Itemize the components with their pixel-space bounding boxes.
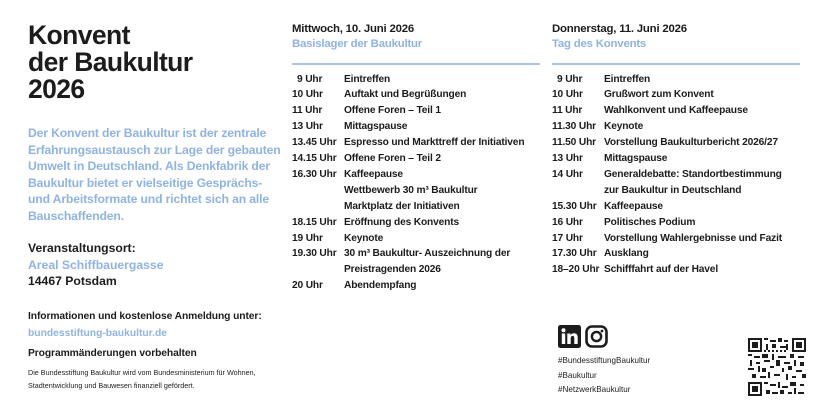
schedule-row [552, 262, 800, 278]
schedule-event [344, 215, 540, 231]
venue-label: Veranstaltungsort: [28, 241, 136, 255]
day-subtitle: Tag des Konvents [552, 38, 647, 50]
day-date: Mittwoch, 10. Juni 2026 [292, 23, 414, 35]
schedule-row [292, 231, 540, 247]
schedule-time: 20 Uhr [292, 280, 323, 292]
schedule-event [604, 72, 800, 88]
schedule-event [344, 72, 540, 88]
schedule-event [344, 87, 540, 103]
schedule-time: 11 Uhr [552, 105, 583, 117]
schedule-row [552, 199, 800, 215]
title-line: 2026 [28, 74, 85, 104]
schedule-row [292, 167, 540, 215]
schedule-event [344, 167, 540, 215]
hashtag: #Baukultur [558, 370, 597, 380]
event-line: Marktplatz der Initiativen [344, 200, 460, 212]
schedule-row [552, 72, 800, 88]
venue-place: Areal Schiffbauergasse [28, 257, 164, 272]
schedule-time: 9 Uhr [297, 73, 323, 85]
event-line: Generaldebatte: Standortbestimmung [604, 168, 782, 180]
event-line: Vorstellung Wahlergebnisse und Fazit [604, 232, 782, 244]
event-line: zur Baukultur in Deutschland [604, 184, 742, 196]
schedule-row [292, 151, 540, 167]
divider [552, 63, 800, 65]
schedule-time: 10 Uhr [292, 89, 323, 101]
schedule-time: 16.30 Uhr [292, 168, 337, 180]
schedule-event [604, 151, 800, 167]
schedule-event [604, 103, 800, 119]
schedule-time: 19 Uhr [292, 232, 323, 244]
website-link[interactable]: bundesstiftung-baukultur.de [28, 328, 168, 339]
schedule-time: 11.30 Uhr [552, 121, 596, 133]
schedule-event [604, 231, 800, 247]
schedule-row [552, 215, 800, 231]
day-date: Donnerstag, 11. Juni 2026 [552, 23, 687, 35]
event-line: Offene Foren – Teil 2 [344, 153, 441, 165]
event-line: Abendempfang [344, 280, 417, 292]
event-line: Ausklang [604, 248, 649, 260]
instagram-icon[interactable] [585, 325, 608, 348]
schedule-row [292, 215, 540, 231]
qr-code[interactable] [748, 338, 806, 396]
linkedin-icon[interactable] [558, 325, 581, 348]
funding-line: Stadtentwicklung und Bauwesen finanziell gefördert. [28, 380, 195, 390]
schedule-row [552, 246, 800, 262]
schedule-time: 13.45 Uhr [292, 137, 337, 149]
event-line: Kaffeepause [344, 168, 403, 180]
event-line: Mittagspause [604, 153, 668, 165]
schedule-time: 13 Uhr [552, 153, 583, 165]
schedule-row [292, 87, 540, 103]
schedule-time: 17 Uhr [552, 232, 583, 244]
schedule-time: 18.15 Uhr [292, 216, 337, 228]
schedule-event [604, 87, 800, 103]
hashtag: #BundesstiftungBaukultur [558, 356, 651, 365]
event-line: Politisches Podium [604, 216, 696, 228]
schedule-event [344, 231, 540, 247]
schedule-row [552, 87, 800, 103]
schedule-list [552, 72, 800, 279]
schedule-row [292, 103, 540, 119]
event-line: Kaffeepause [604, 200, 663, 212]
schedule-time: 17.30 Uhr [552, 248, 597, 260]
venue-block [28, 240, 283, 290]
social-block [558, 325, 650, 398]
schedule-event [604, 199, 800, 215]
funding-line: Die Bundesstiftung Baukultur wird vom Bundesministerium für Wohnen, [28, 368, 256, 377]
event-line: Vorstellung Baukulturbericht 2026/27 [604, 137, 778, 149]
title-line: Konvent [28, 20, 130, 50]
intro-text: Der Konvent der Baukultur ist der zentrale Erfahrungsaustausch zur Lage der gebauten Umwelt in Deutschland. Als Denkfabrik der Baukultur bietet er vielseitige Gesprächs- und Arbeitsformate und richtet sich an alle Bauschaffenden. [28, 126, 281, 223]
schedule-time: 13 Uhr [292, 121, 323, 133]
event-line: Preistragenden 2026 [344, 264, 441, 276]
schedule-event [604, 246, 800, 262]
schedule-time: 18–20 Uhr [552, 264, 600, 276]
schedule-row [292, 246, 540, 278]
event-line: Wahlkonvent und Kaffeepause [604, 105, 748, 117]
schedule-time: 19.30 Uhr [292, 248, 337, 260]
info-block [28, 311, 298, 392]
schedule-row [292, 119, 540, 135]
schedule-event [344, 103, 540, 119]
schedule-time: 16 Uhr [552, 216, 583, 228]
event-line: Espresso und Markttreff der Initiativen [344, 137, 525, 149]
hashtag-list [558, 354, 650, 398]
schedule-event [604, 167, 800, 199]
day-schedule-thursday [552, 22, 800, 278]
schedule-event [604, 135, 800, 151]
schedule-time: 14.15 Uhr [292, 153, 337, 165]
event-line: Keynote [344, 232, 384, 244]
event-line: Keynote [604, 121, 644, 133]
schedule-time: 15.30 Uhr [552, 200, 597, 212]
schedule-row [552, 103, 800, 119]
divider [292, 63, 540, 65]
schedule-row [552, 119, 800, 135]
event-line: Eintreffen [604, 73, 651, 85]
schedule-row [552, 135, 800, 151]
day-schedule-wednesday [292, 22, 540, 294]
schedule-event [344, 135, 540, 151]
schedule-time: 14 Uhr [552, 168, 583, 180]
event-line: 30 m³ Baukultur- Auszeichnung der [344, 248, 511, 260]
schedule-row [292, 278, 540, 294]
schedule-event [604, 215, 800, 231]
schedule-event [344, 246, 540, 278]
info-heading: Informationen und kostenlose Anmeldung unter: [28, 311, 262, 322]
intro-column [28, 22, 283, 290]
schedule-row [292, 72, 540, 88]
day-subtitle: Basislager der Baukultur [292, 38, 423, 50]
funding-note [28, 367, 298, 392]
schedule-time: 9 Uhr [557, 73, 583, 85]
event-line: Auftakt und Begrüßungen [344, 89, 467, 101]
schedule-time: 11.50 Uhr [552, 137, 596, 149]
venue-city: 14467 Potsdam [28, 274, 117, 288]
event-line: Wettbewerb 30 m³ Baukultur [344, 184, 478, 196]
title-line: der Baukultur [28, 47, 193, 77]
event-line: Eröffnung des Konvents [344, 216, 459, 228]
schedule-row [552, 151, 800, 167]
hashtag: #NetzwerkBaukultur [558, 385, 631, 394]
event-line: Offene Foren – Teil 1 [344, 105, 441, 117]
event-line: Mittagspause [344, 121, 408, 133]
schedule-event [344, 119, 540, 135]
event-line: Grußwort zum Konvent [604, 89, 714, 101]
schedule-time: 11 Uhr [292, 105, 323, 117]
event-line: Schifffahrt auf der Havel [604, 264, 718, 276]
schedule-row [292, 135, 540, 151]
schedule-time: 10 Uhr [552, 89, 583, 101]
schedule-list [292, 72, 540, 295]
page-title [28, 22, 283, 103]
schedule-row [552, 167, 800, 199]
schedule-event [344, 151, 540, 167]
schedule-event [604, 262, 800, 278]
schedule-row [552, 231, 800, 247]
social-icons [558, 325, 650, 348]
program-note: Programmänderungen vorbehalten [28, 348, 197, 359]
schedule-event [604, 119, 800, 135]
schedule-event [344, 278, 540, 294]
event-line: Eintreffen [344, 73, 391, 85]
